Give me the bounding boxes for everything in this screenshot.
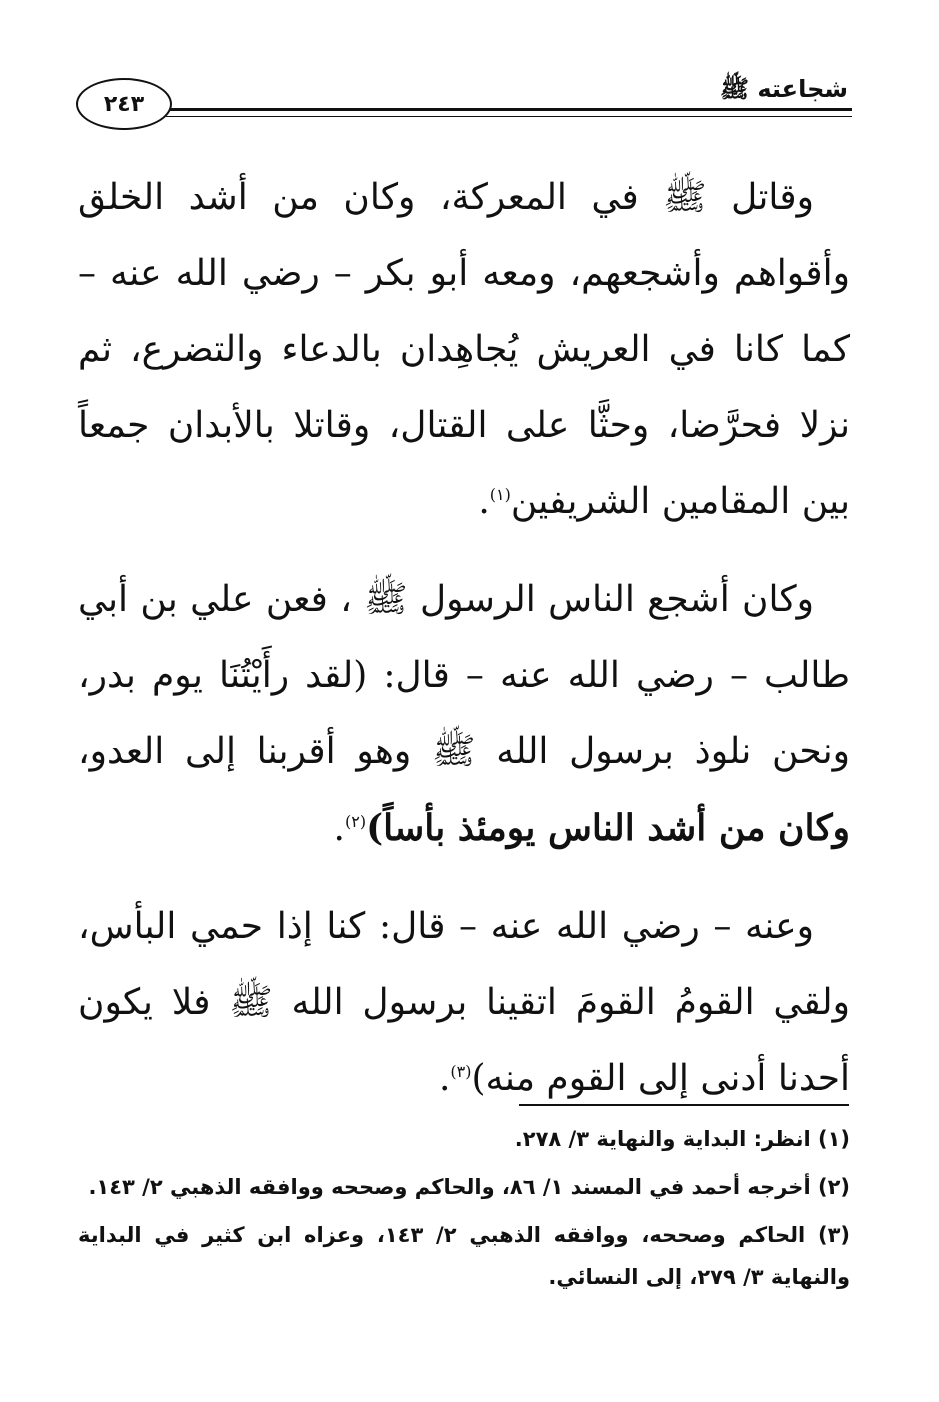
- header-rule-thin: [166, 116, 852, 117]
- paragraph-2-text: وكان أشجع الناس الرسول ﷺ ، فعن علي بن أبي طالب – رضي الله عنه – قال: (لقد رأَيْتُنَا يوم بدر، ونحن نلوذ برسول الله ﷺ وهو أقربنا إلى العدو،: [78, 579, 850, 772]
- footnote-3: (٣) الحاكم وصححه، ووافقه الذهبي ٢/ ١٤٣، وعزاه ابن كثير في البداية والنهاية ٣/ ٢٧٩، إلى النسائي.: [78, 1223, 851, 1289]
- paragraph-3: [78, 889, 850, 1117]
- body-text: [78, 160, 850, 1139]
- footnote-ref-2: (٢): [344, 812, 367, 831]
- paragraph-3-text: وعنه – رضي الله عنه – قال: كنا إذا حمي البأس، ولقي القومُ القومَ اتقينا برسول الله ﷺ فلا يكون أحدنا أدنى إلى القوم منه): [78, 906, 850, 1099]
- paragraph-1-end: .: [478, 481, 490, 522]
- header-rule-thick: [166, 108, 852, 111]
- footnote-ref-1: (١): [489, 485, 511, 504]
- footnote-separator: [519, 1104, 849, 1106]
- paragraph-1: [78, 160, 850, 540]
- paragraph-3-end: .: [438, 1058, 451, 1099]
- page-header: [76, 70, 852, 140]
- footnote-1: (١) انظر: البداية والنهاية ٣/ ٢٧٨.: [514, 1127, 850, 1151]
- footnote-2: (٢) أخرجه أحمد في المسند ١/ ٨٦، والحاكم وصححه ووافقه الذهبي ٢/ ١٤٣.: [88, 1175, 850, 1199]
- paragraph-2: [78, 562, 850, 867]
- page-number: ٢٤٣: [76, 78, 172, 130]
- paragraph-2-end: .: [333, 808, 345, 849]
- paragraph-1-text: وقاتل ﷺ في المعركة، وكان من أشد الخلق وأقواهم وأشجعهم، ومعه أبو بكر – رضي الله عنه – كما كانا في العريش يُجاهِدان بالدعاء والتضرع، ثم نزلا فحرَّضا، وحثَّا على القتال، وقاتلا بالأبدان جمعاً بين المقامين الشريفين: [78, 177, 850, 522]
- footnotes: [78, 1118, 850, 1304]
- chapter-title: شجاعته ﷺ: [719, 75, 848, 103]
- paragraph-2-bold-text: وكان من أشد الناس يومئذ بأساً): [366, 807, 850, 849]
- footnote-ref-3: (٣): [450, 1062, 472, 1081]
